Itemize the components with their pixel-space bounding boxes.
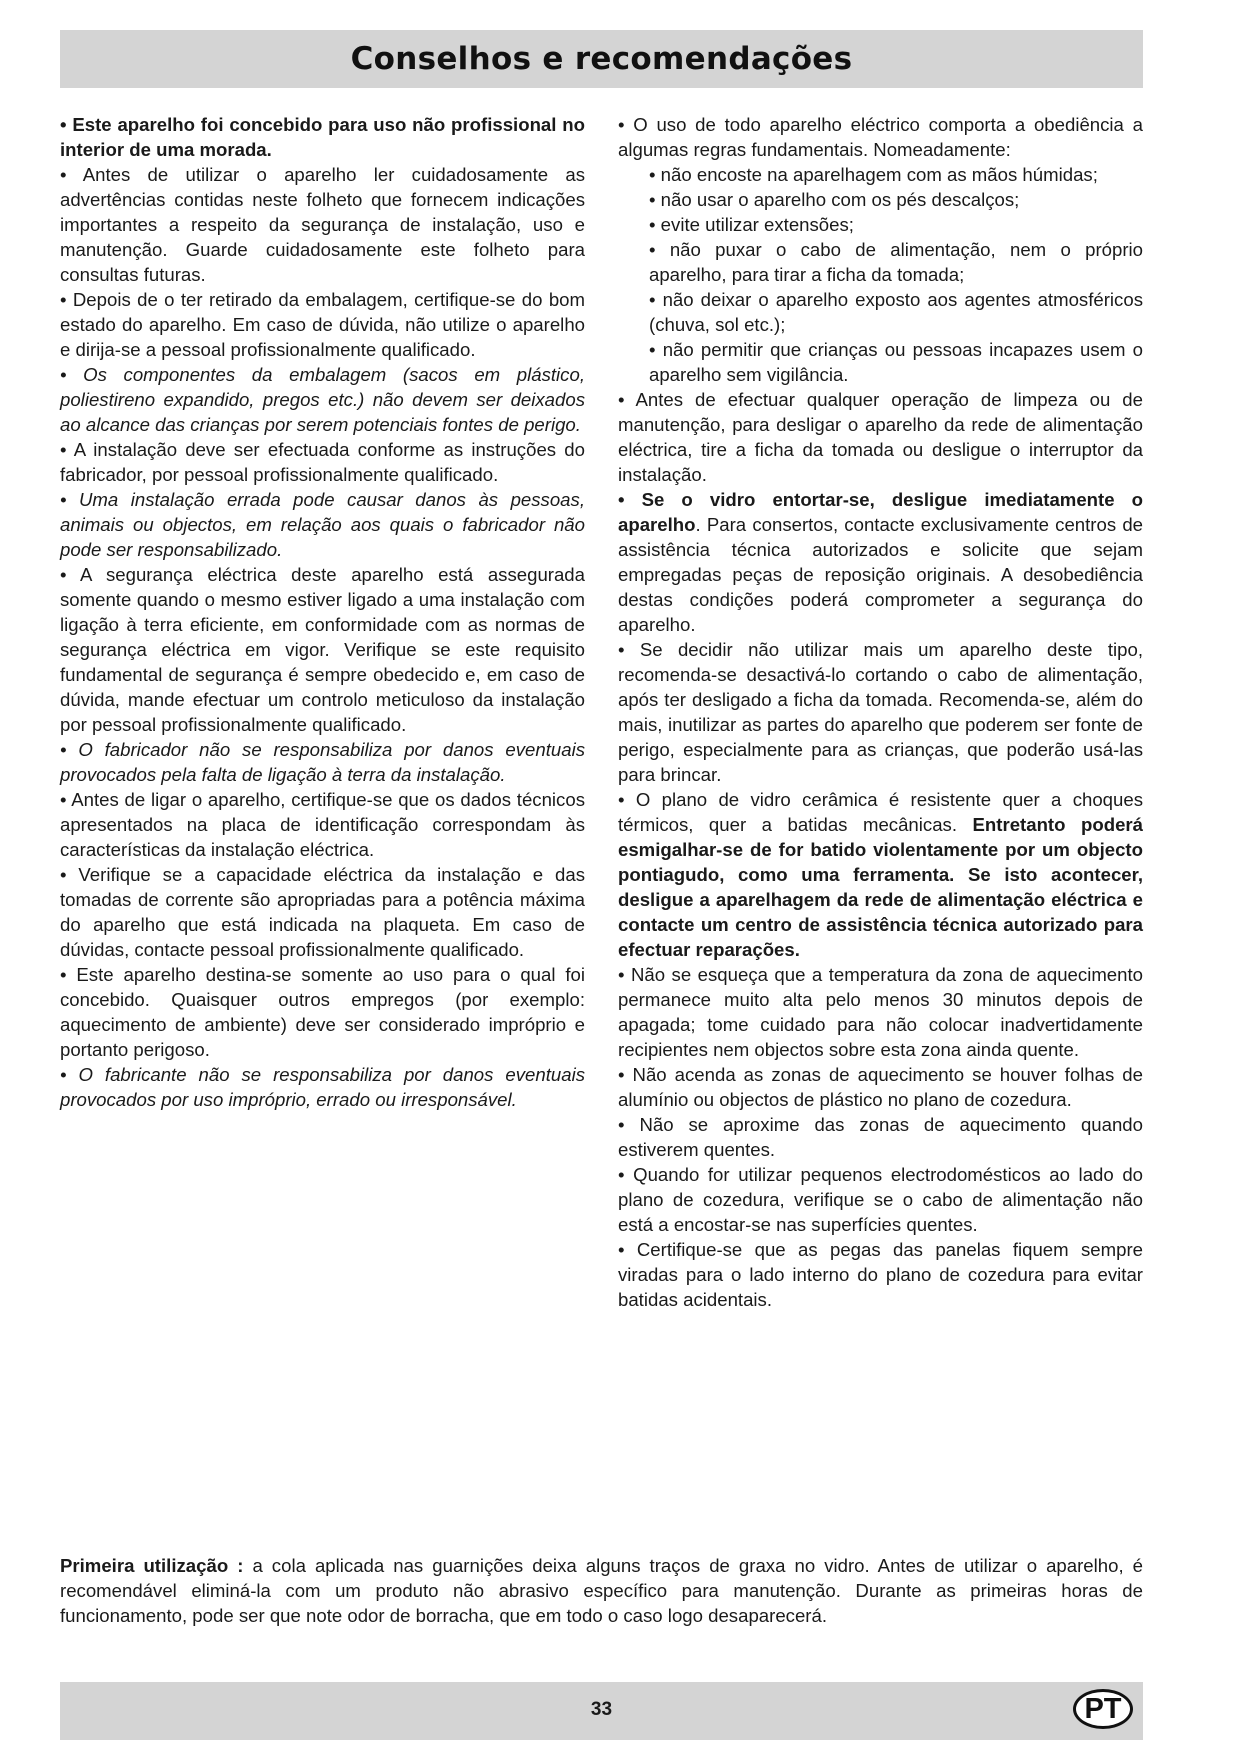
paragraph-packaging: • Os componentes da embalagem (sacos em plástico, poliestireno expandido, pregos etc.) não devem ser deixados ao alcance das crianças por serem potenciais fontes de perigo. <box>60 364 585 435</box>
paragraph-misuse-liability: • O fabricante não se responsabiliza por danos eventuais provocados por uso impróprio, errado ou irresponsável. <box>60 1064 585 1110</box>
page-number: 33 <box>590 1699 613 1720</box>
paragraph-grounding-liability: • O fabricador não se responsabiliza por danos eventuais provocados pela falta de ligação à terra da instalação. <box>60 739 585 785</box>
first-use-note <box>60 1553 1143 1628</box>
first-use-label: Primeira utilização : <box>60 1555 244 1576</box>
paragraph-glass-warp <box>618 487 1143 637</box>
paragraph-installation: • A instalação deve ser efectuada conforme as instruções do fabricador, por pessoal profissionalmente qualificado. <box>60 439 585 485</box>
glass-warp-warning: • Se o vidro entortar-se, desligue imediatamente o aparelho <box>618 489 1143 535</box>
title-bar <box>60 30 1143 88</box>
paragraph-check-condition: • Depois de o ter retirado da embalagem, certifique-se do bom estado do aparelho. Em caso de dúvida, não utilize o aparelho e dirija-se a pessoal profissionalmente qualificado. <box>60 289 585 360</box>
paragraph-electrical-capacity: • Verifique se a capacidade eléctrica da instalação e das tomadas de corrente são apropriadas para a potência máxima do aparelho que está indicada na plaqueta. Em caso de dúvidas, contacte pessoal profissionalmente qualificado. <box>60 864 585 960</box>
language-badge: PT <box>1073 1689 1133 1729</box>
rule-item: • não puxar o cabo de alimentação, nem o próprio aparelho, para tirar a ficha da tomada; <box>649 239 1143 285</box>
paragraph-disposal: • Se decidir não utilizar mais um aparelho deste tipo, recomenda-se desactivá-lo cortando o cabo de alimentação, após ter desligado a ficha da tomada. Recomenda-se, além do mais, inutilizar as partes do aparelho que poderem ser fonte de perigo, especialmente para as crianças, que poderão usá-las para brincar. <box>618 639 1143 785</box>
paragraph-wrong-installation: • Uma instalação errada pode causar danos às pessoas, animais ou objectos, em relação aos quais o fabricador não pode ser responsabilizado. <box>60 489 585 560</box>
paragraph-ceramic-glass <box>618 787 1143 962</box>
footer-bar <box>60 1682 1143 1740</box>
rule-item: • não permitir que crianças ou pessoas incapazes usem o aparelho sem vigilância. <box>649 339 1143 385</box>
paragraph-technical-data: • Antes de ligar o aparelho, certifique-se que os dados técnicos apresentados na placa de identificação correspondam às características da instalação eléctrica. <box>60 789 585 860</box>
glass-warp-details: . Para consertos, contacte exclusivamente centros de assistência técnica autorizados e solicite que sejam empregadas peças de reposição originais. A desobediência destas condições poderá comprometer a segurança do aparelho. <box>618 514 1143 635</box>
paragraph-intended-use: • Este aparelho destina-se somente ao uso para o qual foi concebido. Quaisquer outros empregos (por exemplo: aquecimento de ambiente) deve ser considerado impróprio e portanto perigoso. <box>60 964 585 1060</box>
paragraph-pan-handles: • Certifique-se que as pegas das panelas fiquem sempre viradas para o lado interno do plano de cozedura para evitar batidas acidentais. <box>618 1239 1143 1310</box>
ceramic-glass-warning: Entretanto poderá esmigalhar-se de for batido violentamente por um objecto pontiagudo, como uma ferramenta. Se isto acontecer, desligue a aparelhagem da rede de alimentação eléctrica e contacte um centro de assistência técnica autorizado para efectuar reparações. <box>618 814 1143 960</box>
paragraph-residual-heat: • Não se esqueça que a temperatura da zona de aquecimento permanece muito alta pelo menos 30 minutos depois de apagada; tome cuidado para não colocar inadvertidamente recipientes nem objectos sobre esta zona ainda quente. <box>618 964 1143 1060</box>
paragraph-professional-use: • Este aparelho foi concebido para uso não profissional no interior de uma morada. <box>60 114 585 160</box>
right-column <box>618 112 1143 1312</box>
paragraph-read-instructions: • Antes de utilizar o aparelho ler cuidadosamente as advertências contidas neste folheto que fornecem indicações importantes a respeito da segurança de instalação, uso e manutenção. Guarde cuidadosamente este folheto para consultas futuras. <box>60 164 585 285</box>
paragraph-aluminium-foil: • Não acenda as zonas de aquecimento se houver folhas de alumínio ou objectos de plástico no plano de cozedura. <box>618 1064 1143 1110</box>
first-use-text: a cola aplicada nas guarnições deixa alguns traços de graxa no vidro. Antes de utilizar o aparelho, é recomendável eliminá-la com um produto não abrasivo específico para manutenção. Durante as primeiras horas de funcionamento, pode ser que note odor de borracha, que em todo o caso logo desaparecerá. <box>60 1555 1143 1626</box>
paragraph-cleaning: • Antes de efectuar qualquer operação de limpeza ou de manutenção, para desligar o aparelho da rede de alimentação eléctrica, tire a ficha da tomada ou desligue o interruptor da instalação. <box>618 389 1143 485</box>
rule-item: • não encoste na aparelhagem com as mãos húmidas; <box>649 164 1098 185</box>
paragraph-hot-zones: • Não se aproxime das zonas de aquecimento quando estiverem quentes. <box>618 1114 1143 1160</box>
rule-item: • não deixar o aparelho exposto aos agentes atmosféricos (chuva, sol etc.); <box>649 289 1143 335</box>
rule-item: • evite utilizar extensões; <box>649 214 854 235</box>
paragraph-electrical-safety: • A segurança eléctrica deste aparelho está assegurada somente quando o mesmo estiver ligado a uma instalação com ligação à terra eficiente, em conformidade com as normas de segurança eléctrica em vigor. Verifique se este requisito fundamental de segurança é sempre obedecido e, em caso de dúvida, mande efectuar um controlo meticuloso da instalação por pessoal profissionalmente qualificado. <box>60 564 585 735</box>
ceramic-glass-intro: • O plano de vidro cerâmica é resistente quer a choques térmicos, quer a batidas mecânicas. <box>618 789 1143 835</box>
left-column <box>60 112 585 1112</box>
page-title: Conselhos e recomendações <box>350 41 853 77</box>
paragraph-basic-rules: • O uso de todo aparelho eléctrico comporta a obediência a algumas regras fundamentais. Nomeadamente: <box>618 114 1143 160</box>
rule-item: • não usar o aparelho com os pés descalços; <box>649 189 1020 210</box>
paragraph-small-appliances: • Quando for utilizar pequenos electrodomésticos ao lado do plano de cozedura, verifique se o cabo de alimentação não está a encostar-se nas superfícies quentes. <box>618 1164 1143 1235</box>
